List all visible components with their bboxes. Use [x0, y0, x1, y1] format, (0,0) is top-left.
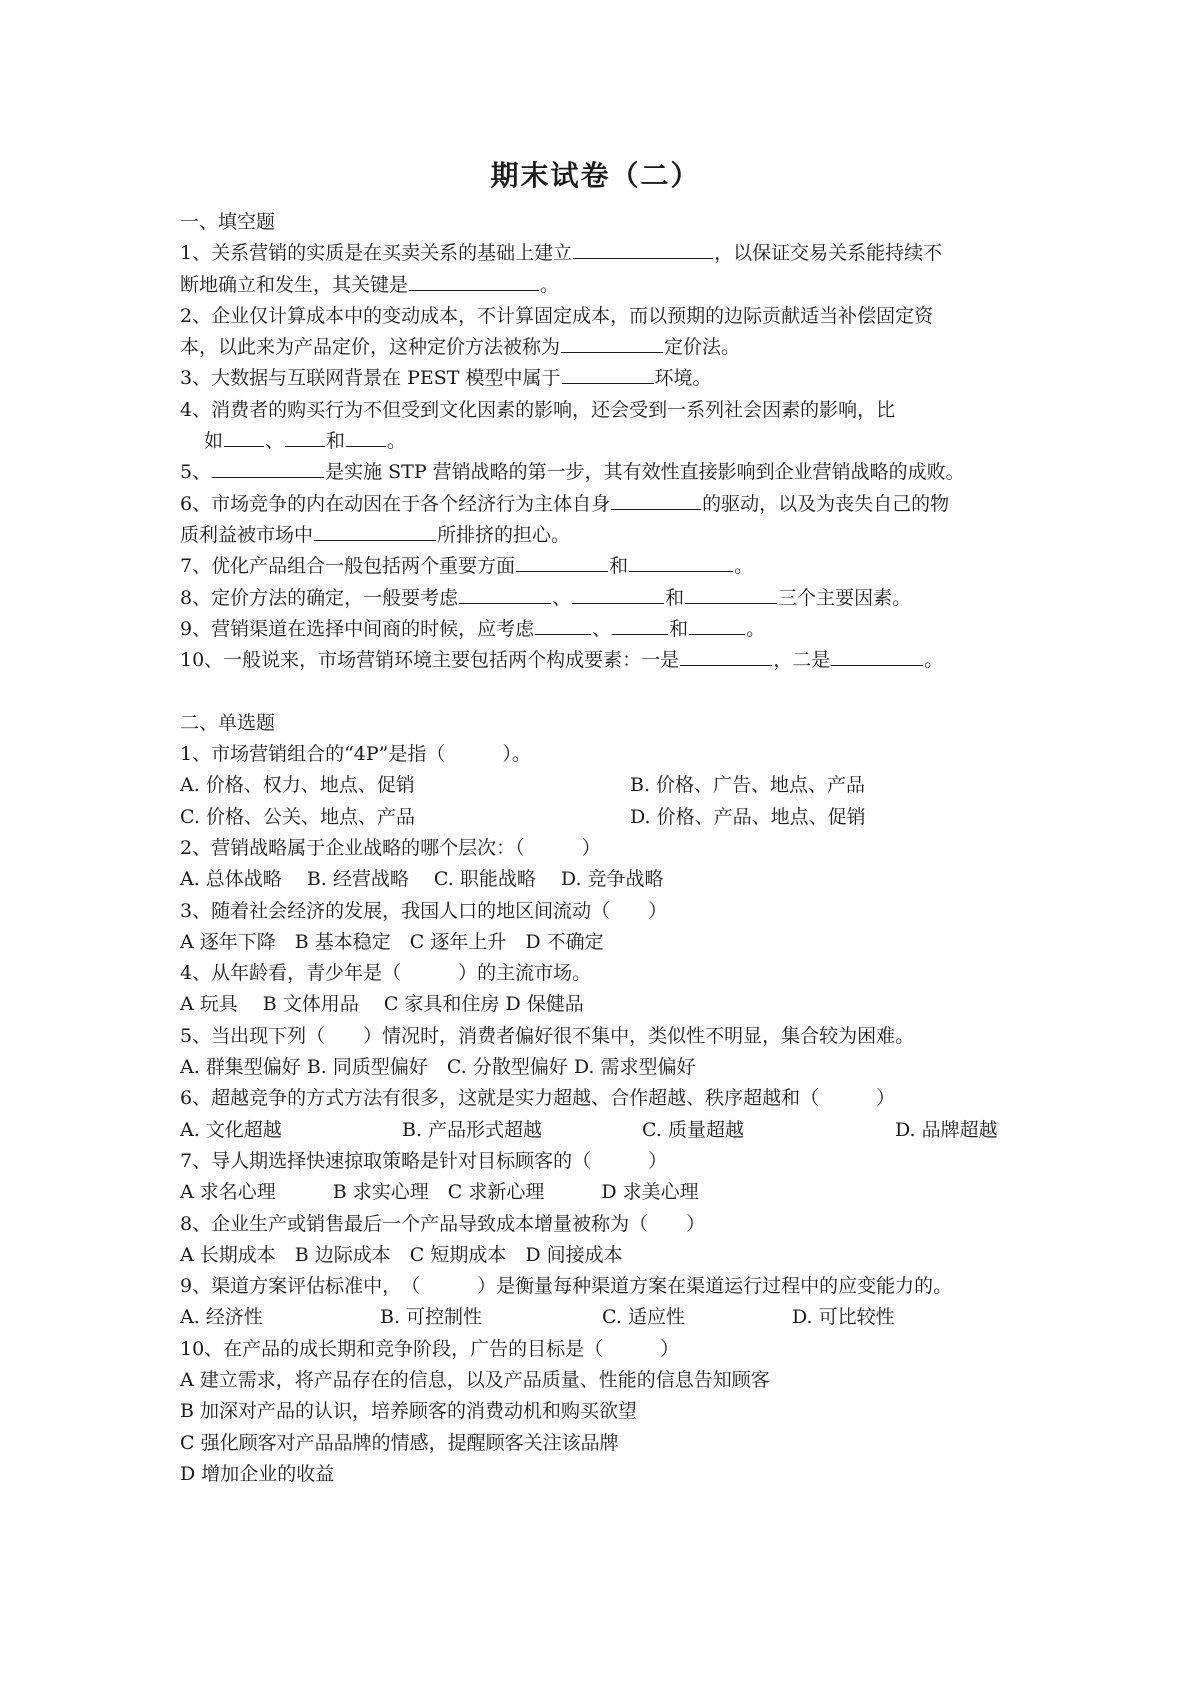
choice-question-7-options[interactable]: A 求名心理 B 求实心理 C 求新心理 D 求美心理: [180, 1181, 699, 1204]
choice-question-1-stem: 1、市场营销组合的“4P”是指（ ）。: [180, 743, 531, 766]
answer-blank[interactable]: [346, 426, 386, 447]
answer-blank[interactable]: [573, 238, 713, 259]
fill-question-2-line-2: 本，以此来为产品定价，这种定价方法被称为 定价法。: [180, 332, 1020, 363]
section-heading-single-choice: 二、单选题: [180, 711, 276, 734]
choice-question-5-stem: 5、当出现下列（ ）情况时，消费者偏好很不集中，类似性不明显，集合较为困难。: [180, 1024, 915, 1047]
answer-blank[interactable]: [314, 520, 436, 541]
section-spacer: [180, 676, 1020, 707]
fill-question-9: 9、营销渠道在选择中间商的时候，应考虑 、 和 。: [180, 614, 1020, 645]
fill-question-3: 3、大数据与互联网背景在 PEST 模型中属于 环境。: [180, 363, 1020, 394]
answer-blank[interactable]: [224, 426, 264, 447]
choice-question-7-stem: 7、导人期选择快速掠取策略是针对目标顾客的（ ）: [180, 1149, 668, 1172]
option-c[interactable]: C. 适应性: [602, 1306, 685, 1329]
option-b[interactable]: B 加深对产品的认识，培养顾客的消费动机和购买欲望: [180, 1400, 638, 1423]
choice-question-4-options[interactable]: A 玩具 B 文体用品 C 家具和住房 D 保健品: [180, 993, 584, 1016]
fill-question-8: 8、定价方法的确定，一般要考虑 、 和 三个主要因素。: [180, 583, 1020, 614]
choice-question-2-options[interactable]: A. 总体战略 B. 经营战略 C. 职能战略 D. 竞争战略: [180, 868, 664, 891]
answer-blank[interactable]: [689, 614, 745, 635]
choice-question-1-options-row-1: [180, 770, 1020, 801]
option-a[interactable]: A. 经济性: [180, 1306, 263, 1329]
option-c[interactable]: C 强化顾客对产品品牌的情感，提醒顾客关注该品牌: [180, 1431, 619, 1454]
option-b[interactable]: B. 价格、广告、地点、产品: [630, 774, 866, 797]
fill-question-5: 5、 是实施 STP 营销战略的第一步，其有效性直接影响到企业营销战略的成败。: [180, 457, 1020, 488]
choice-question-3-options[interactable]: A 逐年下降 B 基本稳定 C 逐年上升 D 不确定: [180, 930, 604, 953]
choice-question-6-options: [180, 1115, 1020, 1146]
option-b[interactable]: B. 产品形式超越: [402, 1118, 543, 1141]
answer-blank[interactable]: [680, 645, 772, 666]
answer-blank[interactable]: [561, 332, 663, 353]
fill-question-4-line-1: 4、消费者的购买行为不但受到文化因素的影响，还会受到一系列社会因素的影响，比: [180, 398, 896, 421]
fill-question-6-line-2: 质利益被市场中 所排挤的担心。: [180, 520, 1020, 551]
answer-blank[interactable]: [629, 551, 733, 572]
option-c[interactable]: C. 价格、公关、地点、产品: [180, 805, 415, 828]
answer-blank[interactable]: [612, 614, 668, 635]
answer-blank[interactable]: [285, 426, 325, 447]
answer-blank[interactable]: [409, 270, 539, 291]
answer-blank[interactable]: [685, 583, 777, 604]
answer-blank[interactable]: [516, 551, 608, 572]
choice-question-8-stem: 8、企业生产或销售最后一个产品导致成本增量被称为（ ）: [180, 1212, 706, 1235]
fill-question-1-line-2: 断地确立和发生，其关键是 。: [180, 270, 1020, 301]
answer-blank[interactable]: [459, 583, 551, 604]
option-d[interactable]: D. 可比较性: [792, 1306, 895, 1329]
answer-blank[interactable]: [611, 489, 701, 510]
fill-question-2-line-1: 2、企业仅计算成本中的变动成本，不计算固定成本，而以预期的边际贡献适当补偿固定资: [180, 304, 934, 327]
exam-content: [180, 207, 1020, 1490]
answer-blank[interactable]: [572, 583, 664, 604]
option-d[interactable]: D. 价格、产品、地点、促销: [630, 805, 866, 828]
answer-blank[interactable]: [831, 645, 923, 666]
choice-question-3-stem: 3、随着社会经济的发展，我国人口的地区间流动（ ）: [180, 899, 668, 922]
choice-question-6-stem: 6、超越竞争的方式方法有很多，这就是实力超越、合作超越、秩序超越和（ ）: [180, 1087, 896, 1110]
option-d[interactable]: D 增加企业的收益: [180, 1462, 335, 1485]
choice-question-8-options[interactable]: A 长期成本 B 边际成本 C 短期成本 D 间接成本: [180, 1243, 623, 1266]
answer-blank[interactable]: [535, 614, 591, 635]
option-a[interactable]: A. 文化超越: [180, 1118, 282, 1141]
choice-question-9-stem: 9、渠道方案评估标准中， （ ）是衡量每种渠道方案在渠道运行过程中的应变能力的。: [180, 1275, 953, 1298]
choice-question-2-stem: 2、营销战略属于企业战略的哪个层次：（ ）: [180, 836, 601, 859]
choice-question-5-options[interactable]: A. 群集型偏好 B. 同质型偏好 C. 分散型偏好 D. 需求型偏好: [180, 1056, 696, 1079]
choice-question-4-stem: 4、从年龄看，青少年是（ ）的主流市场。: [180, 962, 592, 985]
option-a[interactable]: A 建立需求，将产品存在的信息，以及产品质量、性能的信息告知顾客: [180, 1368, 770, 1391]
fill-question-4-line-2: 如 、 和 。: [180, 426, 1020, 457]
fill-question-1-line-1: 1、关系营销的实质是在买卖关系的基础上建立 ，以保证交易关系能持续不: [180, 238, 1020, 269]
section-heading-fill-blank: 一、填空题: [180, 211, 276, 233]
option-c[interactable]: C. 质量超越: [642, 1118, 744, 1141]
fill-question-7: 7、优化产品组合一般包括两个重要方面 和 。: [180, 551, 1020, 582]
option-b[interactable]: B. 可控制性: [380, 1306, 483, 1329]
choice-question-9-options: [180, 1302, 1020, 1333]
answer-blank[interactable]: [562, 363, 654, 384]
fill-question-10: 10、一般说来，市场营销环境主要包括两个构成要素：一是 ，二是 。: [180, 645, 1020, 676]
choice-question-10-stem: 10、在产品的成长期和竞争阶段，广告的目标是（ ）: [180, 1337, 680, 1360]
choice-question-1-options-row-2: [180, 802, 1020, 833]
option-a[interactable]: A. 价格、权力、地点、促销: [180, 774, 415, 797]
option-d[interactable]: D. 品牌超越: [895, 1118, 998, 1141]
fill-question-6-line-1: 6、市场竞争的内在动因在于各个经济行为主体自身 的驱动，以及为丧失自己的物: [180, 489, 1020, 520]
answer-blank[interactable]: [212, 457, 324, 478]
page-title: 期末试卷（二）: [490, 159, 701, 192]
